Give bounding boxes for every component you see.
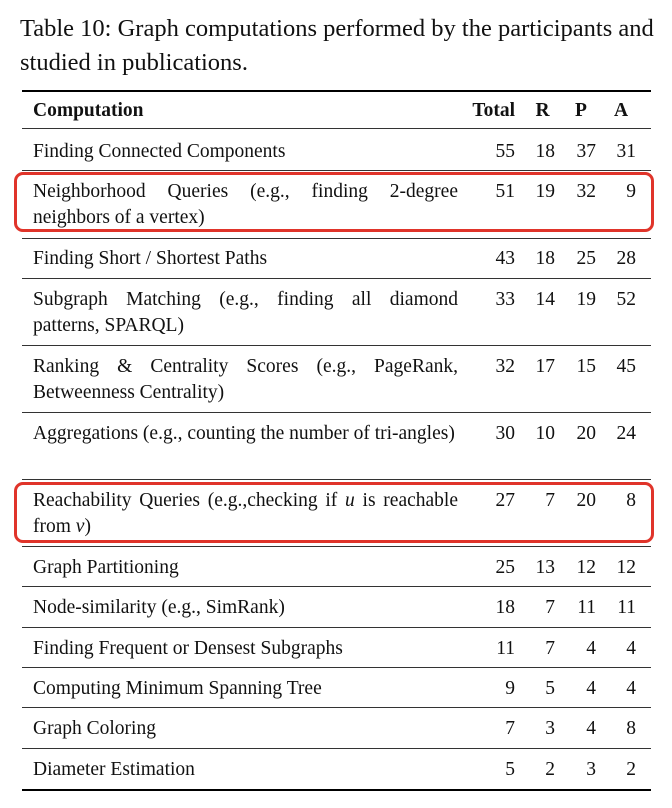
row-computation: Finding Short / Shortest Paths (33, 248, 268, 269)
row-total: 33 (495, 289, 515, 310)
row-a: 8 (626, 718, 636, 739)
row-a: 11 (617, 597, 636, 618)
row-total: 51 (495, 181, 515, 202)
row-total: 7 (505, 718, 515, 739)
row-r: 3 (545, 718, 555, 739)
row-p: 20 (576, 423, 596, 444)
computation-text: is reachable from (33, 490, 458, 537)
row-r: 13 (535, 557, 555, 578)
computation-text: ) (84, 516, 91, 537)
row-a: 28 (616, 248, 636, 269)
row-rule (22, 667, 651, 668)
row-computation: Finding Connected Components (33, 141, 286, 162)
row-computation: Subgraph Matching (e.g., finding all diamond patterns, SPARQL) (33, 289, 458, 336)
row-computation: Aggregations (e.g., counting the number of tri-angles) (33, 423, 455, 444)
bottom-rule (22, 789, 651, 791)
row-p: 12 (576, 557, 596, 578)
row-r: 17 (535, 356, 555, 377)
row-computation: Graph Partitioning (33, 557, 179, 578)
row-r: 7 (545, 490, 555, 511)
row-total: 25 (495, 557, 515, 578)
row-r: 5 (545, 678, 555, 699)
row-computation: Graph Coloring (33, 718, 156, 739)
row-a: 4 (626, 638, 636, 659)
row-p: 37 (576, 141, 596, 162)
highlight-box-reachability-queries (14, 482, 654, 543)
row-rule (22, 238, 651, 239)
header-total: Total (472, 100, 515, 121)
row-a: 31 (616, 141, 636, 162)
row-rule (22, 345, 651, 346)
row-computation: Computing Minimum Spanning Tree (33, 678, 322, 699)
row-r: 2 (545, 759, 555, 780)
row-r: 14 (535, 289, 555, 310)
row-rule (22, 627, 651, 628)
row-a: 8 (626, 490, 636, 511)
header-rule (22, 128, 651, 129)
header-a: A (613, 100, 629, 121)
row-total: 27 (495, 490, 515, 511)
row-total: 55 (495, 141, 515, 162)
computation-text: Reachability Queries (e.g.,checking if (33, 490, 346, 511)
row-p: 4 (586, 638, 596, 659)
row-r: 7 (545, 597, 555, 618)
row-r: 10 (535, 423, 555, 444)
row-r: 7 (545, 638, 555, 659)
variable-v: v (75, 516, 85, 537)
row-p: 4 (586, 718, 596, 739)
header-computation: Computation (33, 100, 144, 121)
header-r: R (535, 100, 550, 121)
row-p: 20 (576, 490, 596, 511)
row-a: 9 (626, 181, 636, 202)
row-rule (22, 586, 651, 587)
row-r: 18 (535, 248, 555, 269)
row-a: 52 (616, 289, 636, 310)
highlight-box-neighborhood-queries (14, 172, 654, 232)
row-p: 19 (576, 289, 596, 310)
row-computation: Neighborhood Queries (e.g., finding 2-degree neighbors of a vertex) (33, 181, 458, 228)
variable-u: u (345, 490, 355, 511)
header-p: P (575, 100, 587, 121)
row-total: 11 (496, 638, 515, 659)
row-a: 4 (626, 678, 636, 699)
row-total: 18 (495, 597, 515, 618)
row-total: 43 (495, 248, 515, 269)
row-rule (22, 748, 651, 749)
row-computation: Finding Frequent or Densest Subgraphs (33, 638, 343, 659)
row-p: 25 (576, 248, 596, 269)
row-a: 2 (626, 759, 636, 780)
row-rule (22, 546, 651, 547)
row-computation: Node-similarity (e.g., SimRank) (33, 597, 285, 618)
row-total: 9 (505, 678, 515, 699)
row-rule (22, 707, 651, 708)
row-rule (22, 278, 651, 279)
row-total: 32 (495, 356, 515, 377)
row-rule (22, 170, 651, 171)
row-computation: Diameter Estimation (33, 759, 195, 780)
row-a: 45 (616, 356, 636, 377)
row-a: 24 (616, 423, 636, 444)
row-p: 4 (586, 678, 596, 699)
row-p: 11 (577, 597, 596, 618)
table-caption: Table 10: Graph computations performed by the participants and studied in publications. (20, 15, 654, 76)
row-r: 18 (535, 141, 555, 162)
row-p: 15 (576, 356, 596, 377)
row-rule (22, 412, 651, 413)
row-total: 5 (505, 759, 515, 780)
row-r: 19 (535, 181, 555, 202)
row-a: 12 (616, 557, 636, 578)
row-total: 30 (495, 423, 515, 444)
row-computation: Ranking & Centrality Scores (e.g., PageRank, Betweenness Centrality) (33, 356, 458, 403)
row-p: 3 (586, 759, 596, 780)
row-p: 32 (576, 181, 596, 202)
row-rule (22, 479, 651, 480)
top-rule (22, 90, 651, 92)
